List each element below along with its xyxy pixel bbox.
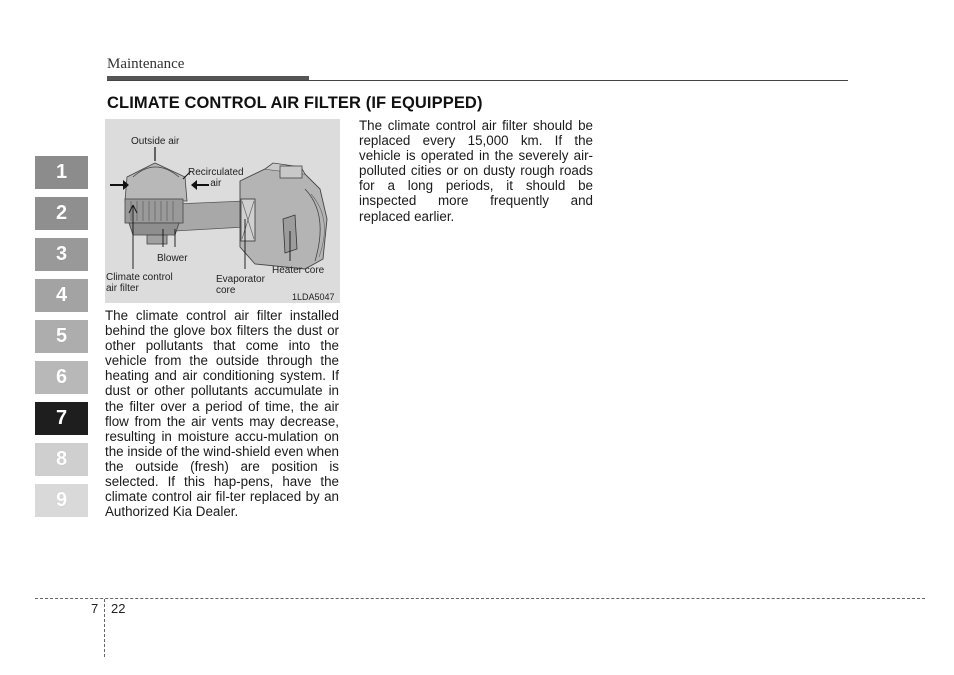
label-climate-filter bbox=[106, 272, 173, 294]
chapter-tab-3[interactable]: 3 bbox=[35, 238, 88, 271]
header-section-label: Maintenance bbox=[107, 56, 185, 72]
chapter-tab-6[interactable]: 6 bbox=[35, 361, 88, 394]
label-recirculated-air bbox=[188, 167, 244, 189]
footer-rule bbox=[35, 598, 925, 599]
label-filter-line1: Climate control bbox=[106, 272, 173, 283]
header-rule bbox=[107, 80, 848, 81]
chapter-tabs bbox=[35, 156, 88, 525]
label-recirculated-line2: air bbox=[210, 178, 222, 189]
body-text-column-1: The climate control air filter installed behind the glove box filters the dust or other pollutants that come into the vehicle from the outside through the heating and air conditioning system. If dust or other pollutants accumulate in the filter over a period of time, the air flow from the air vents may decrease, resulting in moisture accu-mulation on the inside of the wind-shield even when the outside (fresh) are position is selected. If this hap-pens, have the climate control air fil-ter replaced by an Authorized Kia Dealer. bbox=[105, 308, 339, 520]
label-blower: Blower bbox=[157, 253, 188, 264]
footer-chapter-number: 7 bbox=[91, 601, 99, 616]
chapter-tab-9[interactable]: 9 bbox=[35, 484, 88, 517]
chapter-tab-8[interactable]: 8 bbox=[35, 443, 88, 476]
chapter-tab-2[interactable]: 2 bbox=[35, 197, 88, 230]
chapter-tab-1[interactable]: 1 bbox=[35, 156, 88, 189]
label-evaporator-line2: core bbox=[216, 285, 236, 296]
label-filter-line2: air filter bbox=[106, 283, 139, 294]
footer-page-number: 22 bbox=[111, 601, 126, 616]
chapter-tab-4[interactable]: 4 bbox=[35, 279, 88, 312]
body-text-column-2: The climate control air filter should be replaced every 15,000 km. If the vehicle is operated in the severely air-polluted cities or on dusty rough roads for a long periods, it should be inspected more frequently and replaced earlier. bbox=[359, 118, 593, 224]
label-evaporator-core bbox=[216, 274, 265, 296]
label-outside-air: Outside air bbox=[131, 136, 180, 147]
label-heater-core: Heater core bbox=[272, 265, 325, 276]
label-evaporator-line1: Evaporator bbox=[216, 274, 265, 285]
label-recirculated-line1: Recirculated bbox=[188, 167, 244, 178]
climate-filter-figure bbox=[105, 119, 340, 303]
chapter-tab-7[interactable]: 7 bbox=[35, 402, 88, 435]
figure-code: 1LDA5047 bbox=[292, 292, 335, 302]
section-title: CLIMATE CONTROL AIR FILTER (IF EQUIPPED) bbox=[107, 94, 483, 112]
footer-divider bbox=[104, 599, 105, 657]
chapter-tab-5[interactable]: 5 bbox=[35, 320, 88, 353]
